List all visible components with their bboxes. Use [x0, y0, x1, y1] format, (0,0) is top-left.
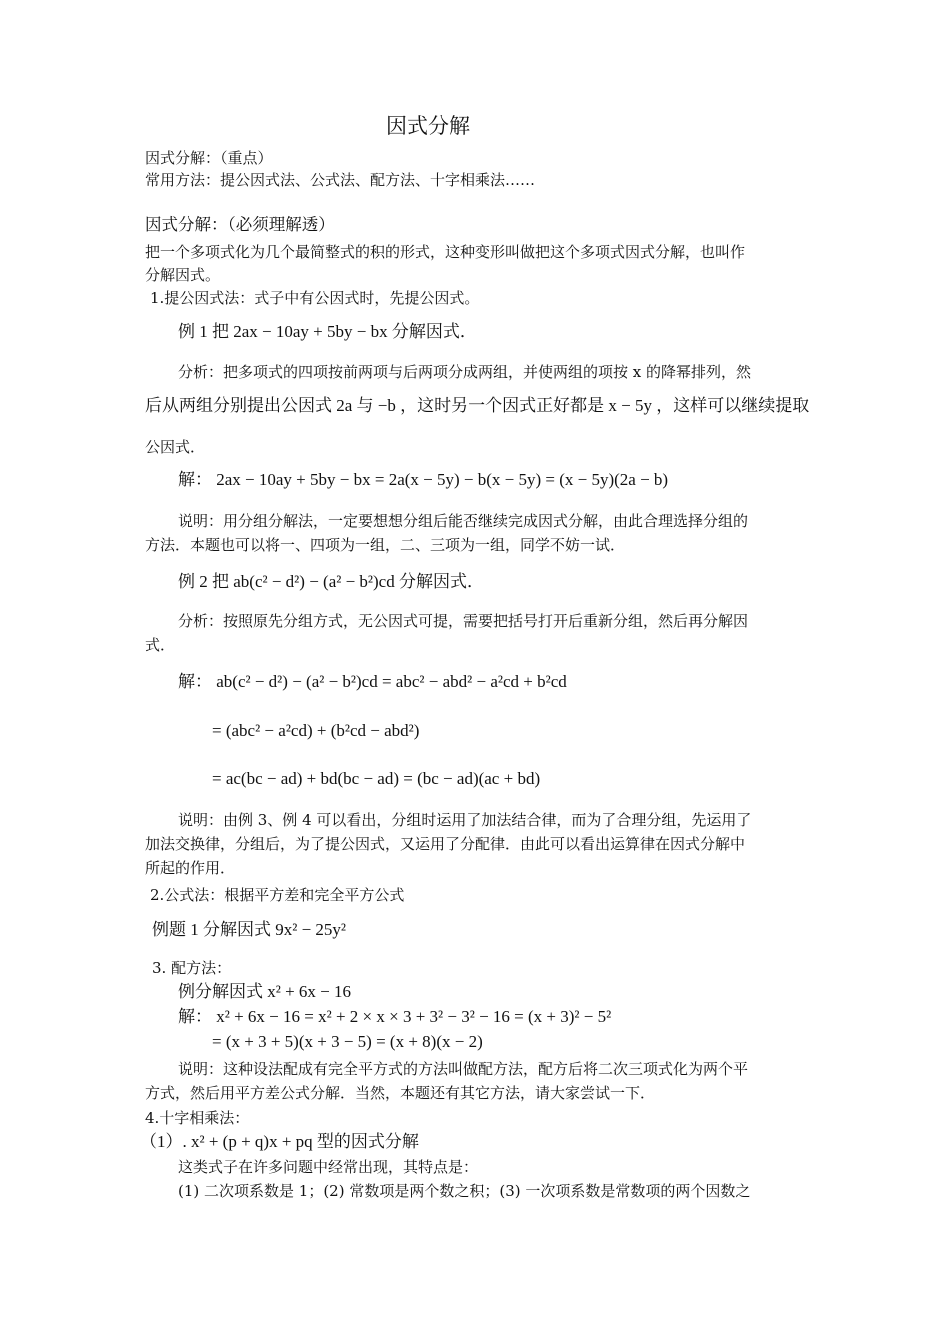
text-line: 说明：用分组分解法，一定要想想分组后能否继续完成因式分解，由此合理选择分组的: [178, 512, 749, 530]
method-heading: 1.提公因式法：式子中有公因式时，先提公因式。: [150, 289, 480, 307]
method-heading: 3. 配方法：: [152, 959, 232, 977]
example-line: 例 2 把 ab(c² − d²) − (a² − b²)cd 分解因式．: [178, 572, 484, 591]
text-line: 分析：按照原先分组方式，无公因式可提，需要把括号打开后重新分组，然后再分解因: [178, 612, 749, 630]
solution-line: 解： ab(c² − d²) − (a² − b²)cd = abc² − abd² − a²cd + b²cd: [178, 672, 567, 691]
section-heading: 因式分解：（必须理解透）: [145, 215, 335, 234]
text-line: 因式分解：（重点）: [145, 149, 273, 167]
solution-line: 解： 2ax − 10ay + 5by − bx = 2a(x − 5y) − b(x − 5y) = (x − 5y)(2a − b): [178, 470, 669, 489]
text-line: 这类式子在许多问题中经常出现，其特点是：: [178, 1158, 479, 1176]
page-title: 因式分解: [386, 114, 470, 138]
text-line: 方法．本题也可以将一、四项为一组，二、三项为一组，同学不妨一试．: [145, 536, 626, 554]
solution-line: 解： x² + 6x − 16 = x² + 2 × x × 3 + 3² − 3² − 16 = (x + 3)² − 5²: [178, 1007, 612, 1026]
text-line: 分析：把多项式的四项按前两项与后两项分成两组，并使两组的项按 x 的降幂排列，然: [178, 363, 751, 381]
text-line: 所起的作用．: [145, 859, 236, 877]
solution-line: = ac(bc − ad) + bd(bc − ad) = (bc − ad)(ac + bd): [212, 769, 541, 788]
solution-line: = (x + 3 + 5)(x + 3 − 5) = (x + 8)(x − 2): [212, 1032, 483, 1051]
example-line: 例题 1 分解因式 9x² − 25y²: [152, 920, 347, 939]
text-line: 方式，然后用平方差公式分解．当然，本题还有其它方法，请大家尝试一下．: [145, 1084, 656, 1102]
example-line: 例 1 把 2ax − 10ay + 5by − bx 分解因式．: [178, 322, 477, 341]
text-line: 式．: [145, 636, 176, 654]
text-line: 后从两组分别提出公因式 2a 与 −b ，这时另一个因式正好都是 x − 5y ，这样可以继续提取: [145, 396, 810, 415]
subheading-line: （1）. x² + (p + q)x + pq 型的因式分解: [140, 1132, 419, 1151]
text-line: 说明：由例 3、例 4 可以看出，分组时运用了加法结合律，而为了合理分组，先运用了: [178, 811, 752, 829]
text-line: 说明：这种设法配成有完全平方式的方法叫做配方法，配方后将二次三项式化为两个平: [178, 1060, 749, 1078]
text-line: (1) 二次项系数是 1；(2) 常数项是两个数之积；(3) 一次项系数是常数项的两个因数之: [178, 1182, 751, 1200]
method-heading: 2.公式法：根据平方差和完全平方公式: [150, 886, 405, 904]
solution-line: = (abc² − a²cd) + (b²cd − abd²): [212, 721, 420, 740]
text-line: 分解因式。: [145, 266, 221, 284]
method-heading: 4.十字相乘法：: [145, 1109, 250, 1127]
text-line: 加法交换律，分组后，为了提公因式，又运用了分配律．由此可以看出运算律在因式分解中: [145, 835, 746, 853]
text-line: 常用方法：提公因式法、公式法、配方法、十字相乘法……: [145, 171, 536, 189]
text-line: 公因式．: [145, 438, 206, 456]
example-line: 例分解因式 x² + 6x − 16: [178, 982, 352, 1001]
text-line: 把一个多项式化为几个最简整式的积的形式，这种变形叫做把这个多项式因式分解，也叫作: [145, 243, 746, 261]
